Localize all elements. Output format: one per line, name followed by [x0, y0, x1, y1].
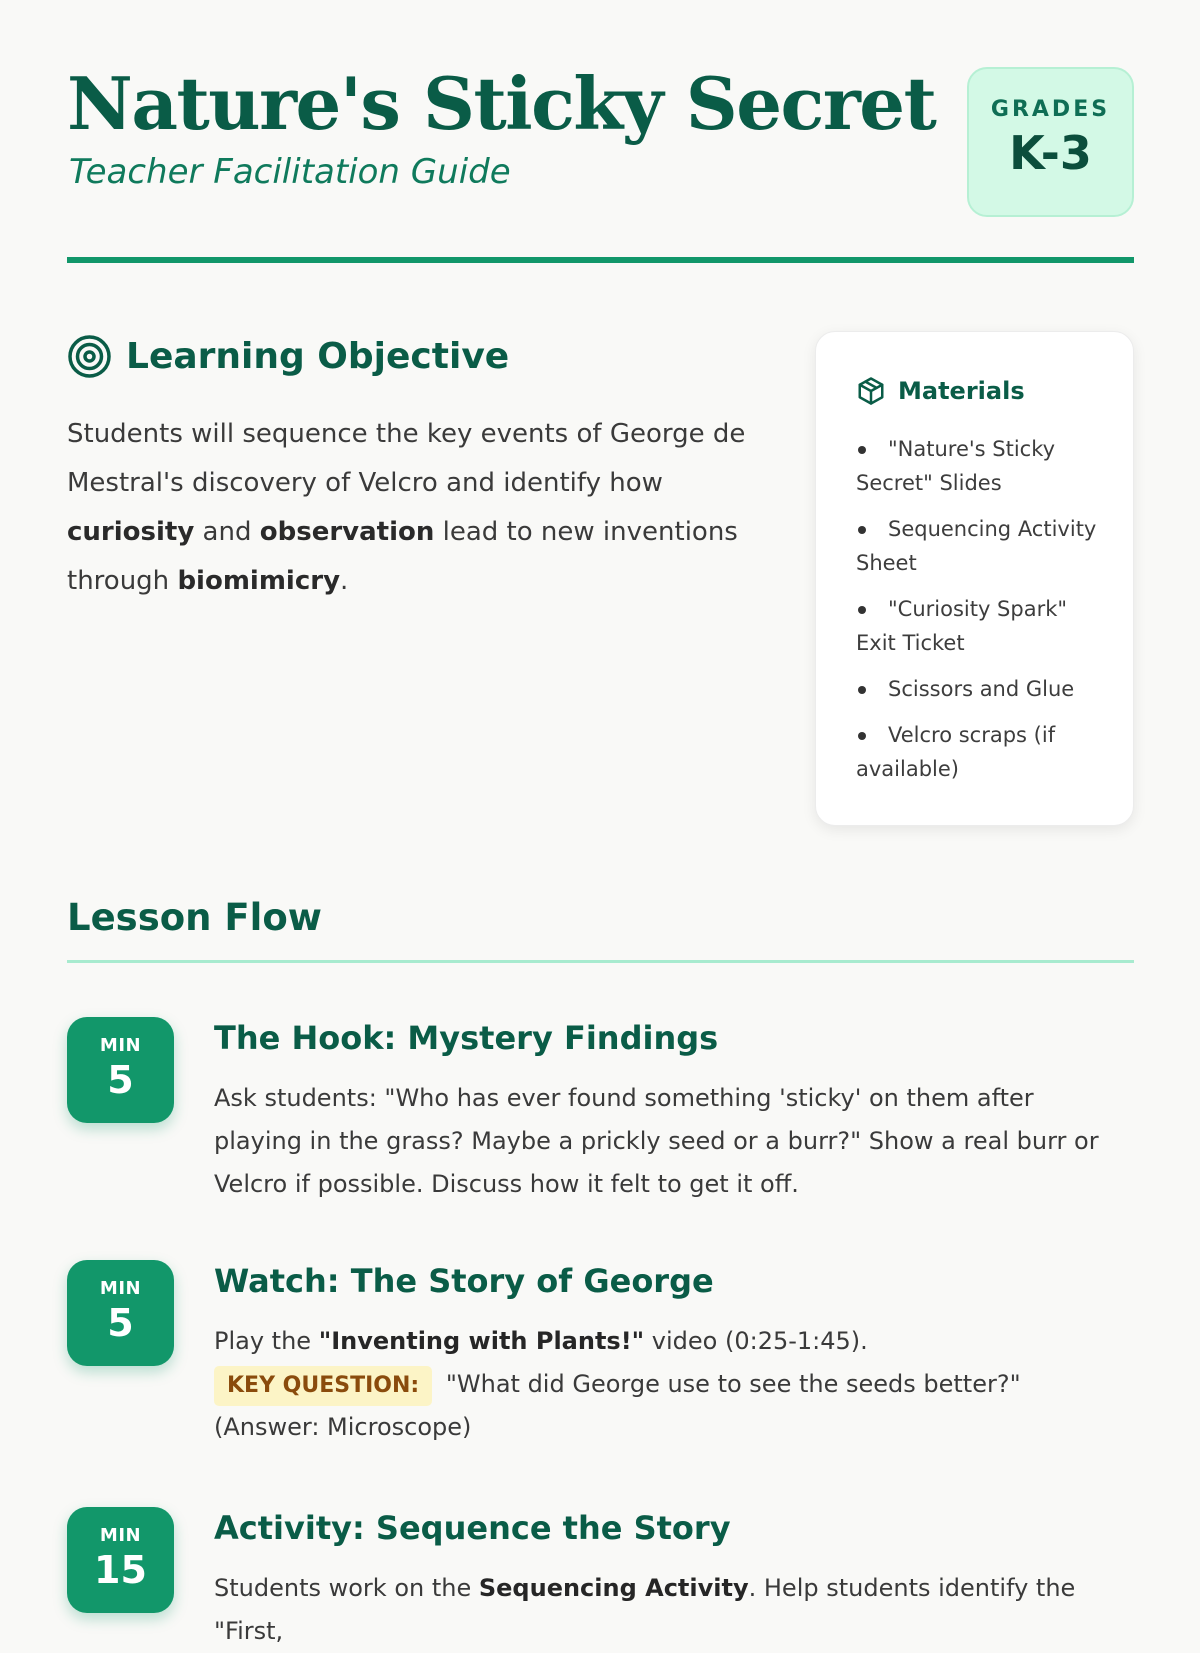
grade-label: GRADES: [990, 97, 1111, 122]
step-text: Ask students: "Who has ever found something 'sticky' on them after playing in the grass? Maybe a prickly seed or a burr?" Show a real burr or Velcro if possible. Discuss how it felt to get it off.: [214, 1084, 1099, 1198]
step-title: Watch: The Story of George: [214, 1262, 714, 1300]
materials-title: Materials: [898, 377, 1025, 405]
list-item: "Curiosity Spark" Exit Ticket: [856, 597, 1068, 655]
lesson-flow-divider: [67, 960, 1134, 963]
page-subtitle: Teacher Facilitation Guide: [69, 152, 511, 192]
header-divider: [67, 257, 1134, 263]
lesson-flow-title: Lesson Flow: [67, 896, 322, 939]
list-item: Scissors and Glue: [856, 672, 1106, 706]
minutes-value: 15: [94, 1548, 147, 1592]
objective-text: Students will sequence the key events of George de Mestral's discovery of Velcro and identify how curiosity and observation lead to new inventions through biomimicry.: [67, 419, 746, 596]
materials-heading: [856, 376, 1025, 406]
bullet-icon: [858, 732, 866, 740]
guide-page: [67, 0, 1134, 1645]
materials-card: [815, 331, 1134, 826]
minutes-badge: [67, 1260, 174, 1366]
grade-value: K-3: [1009, 126, 1092, 180]
target-icon: [67, 334, 112, 379]
bullet-icon: [858, 446, 866, 454]
key-question-tag: KEY QUESTION:: [214, 1366, 432, 1406]
minutes-badge: [67, 1507, 174, 1613]
minutes-value: 5: [107, 1301, 134, 1345]
grade-badge: [967, 67, 1134, 217]
minutes-value: 5: [107, 1058, 134, 1102]
minutes-badge: [67, 1017, 174, 1123]
objective-heading: [67, 334, 509, 379]
minutes-label: MIN: [99, 1035, 142, 1056]
bullet-icon: [858, 686, 866, 694]
materials-list: [856, 432, 1106, 798]
box-icon: [856, 376, 886, 406]
minutes-label: MIN: [99, 1525, 142, 1546]
step-title: The Hook: Mystery Findings: [214, 1019, 719, 1057]
list-item: Velcro scraps (if available): [856, 723, 1056, 781]
step-text: Students work on the Sequencing Activity. Help students identify the "First,: [214, 1574, 1076, 1645]
step-text: Play the "Inventing with Plants!" video (0:25-1:45). KEY QUESTION: "What did George use to see the seeds better?" (Answer: Microscope): [214, 1327, 1021, 1441]
page-title: Nature's Sticky Secret: [67, 61, 936, 146]
bullet-icon: [858, 526, 866, 534]
step-title: Activity: Sequence the Story: [214, 1509, 731, 1547]
list-item: "Nature's Sticky Secret" Slides: [856, 437, 1056, 495]
minutes-label: MIN: [99, 1278, 142, 1299]
list-item: Sequencing Activity Sheet: [856, 517, 1097, 575]
bullet-icon: [858, 606, 866, 614]
objective-title: Learning Objective: [126, 336, 510, 377]
